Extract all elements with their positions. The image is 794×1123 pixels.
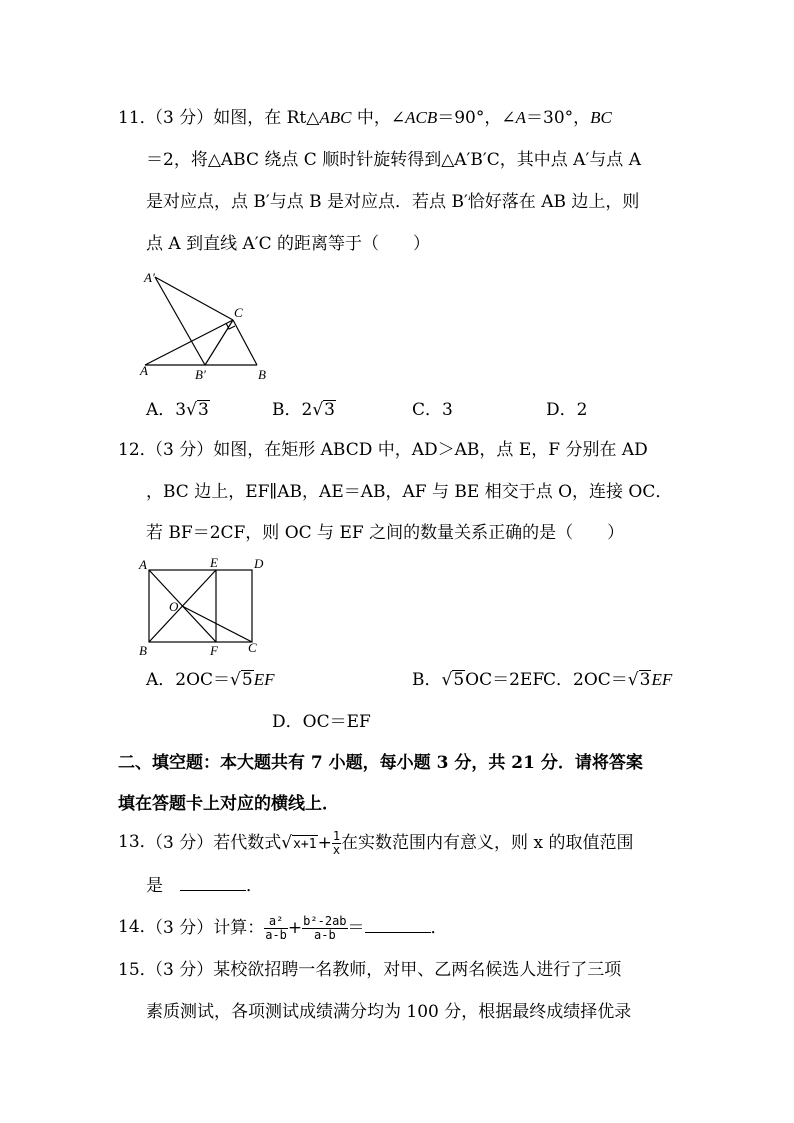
label-e: E <box>210 555 218 570</box>
section-heading-line2: 填在答题卡上对应的横线上． <box>118 794 339 814</box>
plus: + <box>287 918 303 938</box>
plus: + <box>317 833 332 853</box>
seg-a-c <box>145 320 233 365</box>
fraction-2 <box>302 915 347 942</box>
radicand: x+1 <box>293 837 317 852</box>
option-label: A．3 <box>146 400 187 420</box>
seg-c-b <box>233 320 257 365</box>
label-c: C <box>234 305 243 320</box>
radicand: 3 <box>197 400 209 420</box>
q11-option-a: A．3√3 <box>146 400 209 420</box>
label-a: A <box>140 363 148 378</box>
radicand: 5 <box>241 670 253 690</box>
option-text: OC＝2EF <box>465 670 545 690</box>
q11-line1 <box>146 106 612 130</box>
answer-blank[interactable] <box>180 874 246 891</box>
option-text: EF <box>651 670 673 689</box>
q11-text: ＝30°， <box>526 108 591 128</box>
q12-option-b: B．√5OC＝2EF <box>412 670 545 690</box>
option-label: B．2 <box>272 400 313 420</box>
label-d: D <box>254 556 264 571</box>
numerator: 1 <box>332 829 341 843</box>
label-b: B <box>139 643 147 658</box>
option-text: EF <box>253 670 275 689</box>
radicand: 3 <box>639 670 651 690</box>
numerator: b²-2ab <box>303 914 347 928</box>
q11-var: BC <box>590 108 612 127</box>
rect-abcd <box>149 570 252 642</box>
q12-line2: ，BC 边上，EF∥AB，AE＝AB，AF 与 BE 相交于点 O，连接 OC． <box>146 482 673 502</box>
q15-number: 15． <box>118 960 157 980</box>
q14-text: ＝ <box>347 918 365 938</box>
label-c: C <box>248 640 257 655</box>
q12-figure <box>134 553 269 658</box>
q11-text: 中，∠ <box>351 108 406 128</box>
denominator: x <box>332 843 341 857</box>
fraction-1 <box>264 915 288 942</box>
q11-var: A <box>515 108 526 127</box>
option-text: C．2OC＝ <box>543 670 628 690</box>
label-o: O <box>169 599 179 614</box>
q15-line2: 素质测试，各项测试成绩满分均为 100 分，根据最终成绩择优录 <box>146 1002 632 1022</box>
q12-line3: 若 BF＝2CF，则 OC 与 EF 之间的数量关系正确的是（ ） <box>146 523 625 543</box>
denominator: a-b <box>314 928 336 942</box>
q13-text: （3 分）若代数式 <box>146 833 282 853</box>
q11-option-d: D．2 <box>546 400 588 420</box>
q11-figure <box>130 265 280 385</box>
answer-blank[interactable] <box>365 916 431 933</box>
q13-line1: （3 分）若代数式√x+1+ $\frac{1}{x}$ 在实数范围内有意义，则 x 的取值范围 <box>146 829 634 857</box>
q14-number: 14． <box>118 917 157 937</box>
q11-number: 11． <box>118 108 157 128</box>
q11-var: ABC <box>319 108 352 127</box>
fraction <box>332 830 341 857</box>
denominator: a-b <box>265 928 287 942</box>
label-b: B <box>258 367 266 382</box>
q11-line2: ＝2，将△ABC 绕点 C 顺时针旋转得到△A′B′C，其中点 A′与点 A <box>146 150 641 170</box>
radicand: 5 <box>453 670 465 690</box>
q11-line4: 点 A 到直线 A′C 的距离等于（ ） <box>146 234 431 254</box>
q12-line1: （3 分）如图，在矩形 ABCD 中，AD＞AB，点 E，F 分别在 AD <box>146 440 648 460</box>
seg-oc <box>182 606 252 642</box>
label-b-prime: B′ <box>195 367 206 382</box>
label-a-prime: A′ <box>144 270 155 285</box>
label-f: F <box>210 643 218 658</box>
numerator: a² <box>264 915 288 929</box>
q14-line1 <box>146 915 448 942</box>
q12-option-c: C．2OC＝√3EF <box>543 670 673 690</box>
q11-option-b: B．2√3 <box>272 400 335 420</box>
section-heading: 二、填空题：本大题共有 7 小题，每小题 3 分，共 21 分．请将答案 <box>118 753 643 773</box>
q11-var: ACB <box>405 108 438 127</box>
q11-text: （3 分）如图，在 Rt△ <box>146 108 320 128</box>
q15-line1: （3 分）某校欲招聘一名教师，对甲、乙两名候选人进行了三项 <box>146 960 622 980</box>
label-a: A <box>139 557 147 572</box>
q13-number: 13． <box>118 832 157 852</box>
q14-text: ． <box>430 918 448 938</box>
q13-text: ． <box>246 876 263 896</box>
q11-line3: 是对应点，点 B′与点 B 是对应点．若点 B′恰好落在 AB 边上，则 <box>146 192 640 212</box>
radicand: 3 <box>324 400 335 420</box>
q11-text: ＝90°，∠ <box>437 108 516 128</box>
option-label: B． <box>412 670 442 690</box>
q13-line2 <box>146 874 263 898</box>
q11-option-c: C．3 <box>412 400 453 420</box>
q14-text: （3 分）计算： <box>146 918 265 938</box>
option-text: A．2OC＝ <box>146 670 231 690</box>
q13-text: 在实数范围内有意义，则 x 的取值范围 <box>341 833 634 853</box>
q12-option-a: A．2OC＝√5EF <box>146 670 275 690</box>
q13-text: 是 <box>146 876 163 896</box>
q12-number: 12． <box>118 440 157 460</box>
q12-option-d: D．OC＝EF <box>272 712 371 732</box>
